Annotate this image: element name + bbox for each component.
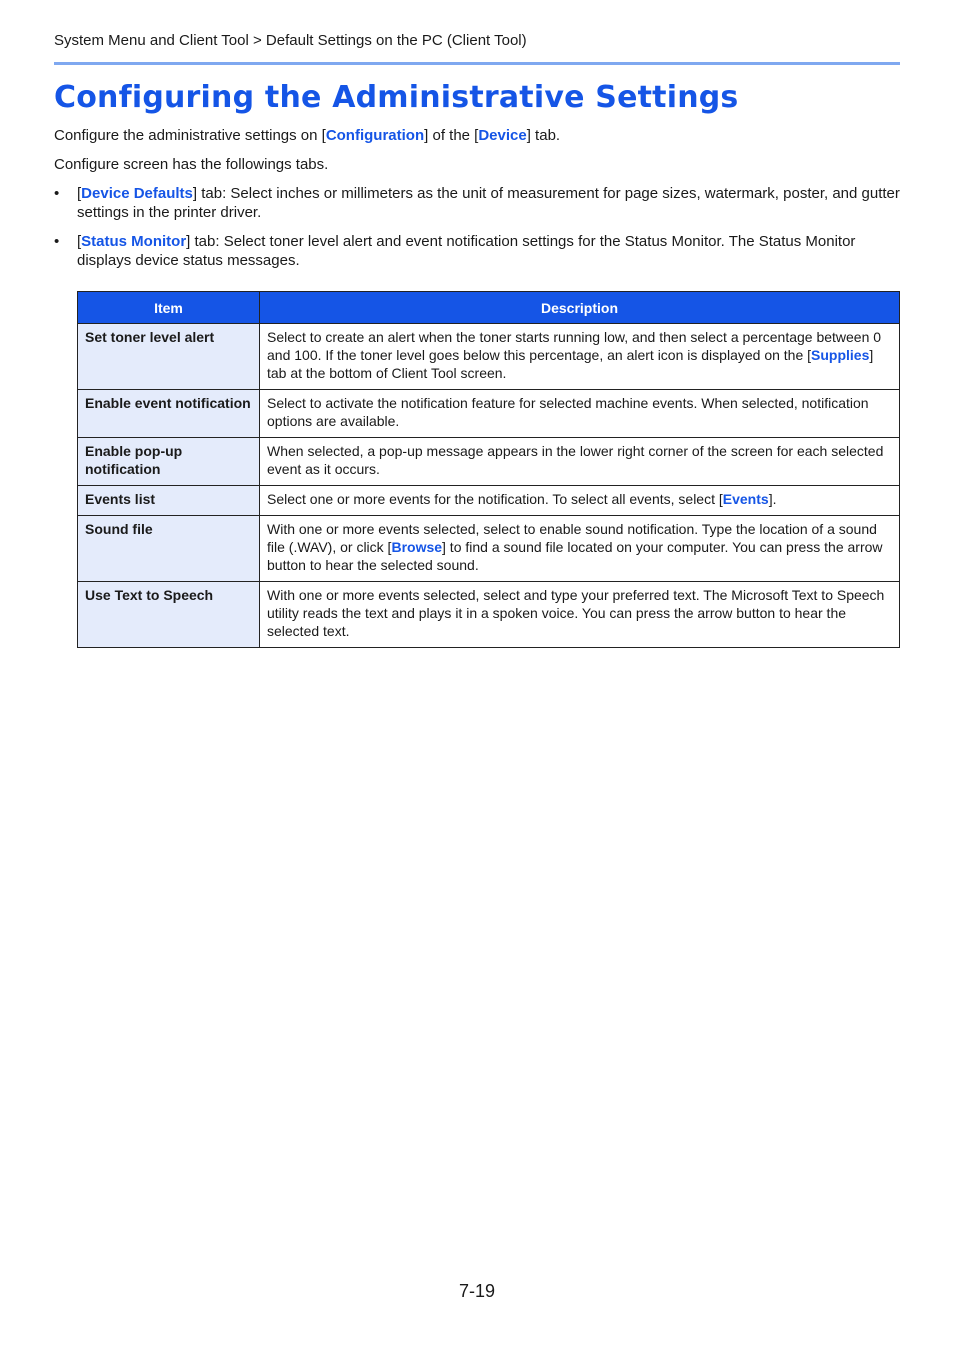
configuration-link[interactable]: Configuration (325, 127, 425, 144)
browse-link[interactable]: Browse (391, 539, 443, 555)
description-cell (260, 486, 900, 516)
table-header-row (78, 292, 900, 324)
table-row (78, 438, 900, 486)
description-cell: When selected, a pop-up message appears in the lower right corner of the screen for each selected event as it occurs. (260, 438, 900, 486)
description-text: Select one or more events for the notification. To select all events, select [ (267, 491, 723, 507)
item-cell: Events list (78, 486, 260, 516)
description-text: With one or more events selected, select to enable sound notification. Type the location of a sound file (.WAV), or click [ (267, 521, 877, 555)
bullet-text: ] tab: Select inches or millimeters as the unit of measurement for page sizes, watermark, poster, and gutter settings in the printer driver. (77, 185, 900, 221)
page-number: 7-19 (458, 1281, 496, 1301)
bullet-status-monitor (54, 232, 900, 270)
table-row (78, 324, 900, 390)
table-row (78, 516, 900, 582)
bullet-text: ] tab: Select toner level alert and event notification settings for the Status Monitor. The Status Monitor displays device status messages. (77, 233, 856, 269)
events-link[interactable]: Events (722, 491, 769, 507)
table-row (78, 582, 900, 648)
description-text: ]. (768, 491, 777, 507)
table-row (78, 486, 900, 516)
description-cell (260, 324, 900, 390)
bullet-text: [ (77, 233, 82, 250)
bullet-icon: • (54, 233, 60, 250)
intro-paragraph (54, 126, 560, 145)
supplies-link[interactable]: Supplies (811, 347, 870, 363)
description-cell: Select to activate the notification feature for selected machine events. When selected, notification options are available. (260, 390, 900, 438)
device-defaults-link[interactable]: Device Defaults (81, 185, 193, 202)
item-cell: Sound file (78, 516, 260, 582)
item-cell: Set toner level alert (78, 324, 260, 390)
description-text: ] tab at the bottom of Client Tool screen. (267, 347, 874, 381)
intro-text: ] tab. (526, 127, 561, 144)
tabs-intro: Configure screen has the followings tabs. (54, 156, 329, 173)
breadcrumb: System Menu and Client Tool > Default Settings on the PC (Client Tool) (54, 32, 527, 49)
bullet-icon: • (54, 185, 60, 202)
column-header-description: Description (260, 292, 900, 324)
intro-text: ] of the [ (424, 127, 479, 144)
item-cell: Enable pop-up notification (78, 438, 260, 486)
description-cell: With one or more events selected, select and type your preferred text. The Microsoft Text to Speech utility reads the text and plays it in a spoken voice. You can press the arrow button to hear the selected text. (260, 582, 900, 648)
header-divider (54, 62, 900, 65)
description-text: ] to find a sound file located on your computer. You can press the arrow button to hear the selected sound. (267, 539, 883, 573)
device-link[interactable]: Device (478, 127, 527, 144)
description-text: Select to create an alert when the toner starts running low, and then select a percentage between 0 and 100. If the toner level goes below this percentage, an alert icon is displayed on the [ (267, 329, 882, 363)
settings-table (77, 291, 900, 648)
intro-text: Configure the administrative settings on [ (54, 127, 326, 144)
bullet-text: [ (77, 185, 82, 202)
description-cell (260, 516, 900, 582)
status-monitor-link[interactable]: Status Monitor (81, 233, 187, 250)
table-row (78, 390, 900, 438)
bullet-device-defaults (54, 184, 900, 222)
column-header-item: Item (78, 292, 260, 324)
item-cell: Use Text to Speech (78, 582, 260, 648)
page-title: Configuring the Administrative Settings (54, 80, 739, 115)
item-cell: Enable event notification (78, 390, 260, 438)
